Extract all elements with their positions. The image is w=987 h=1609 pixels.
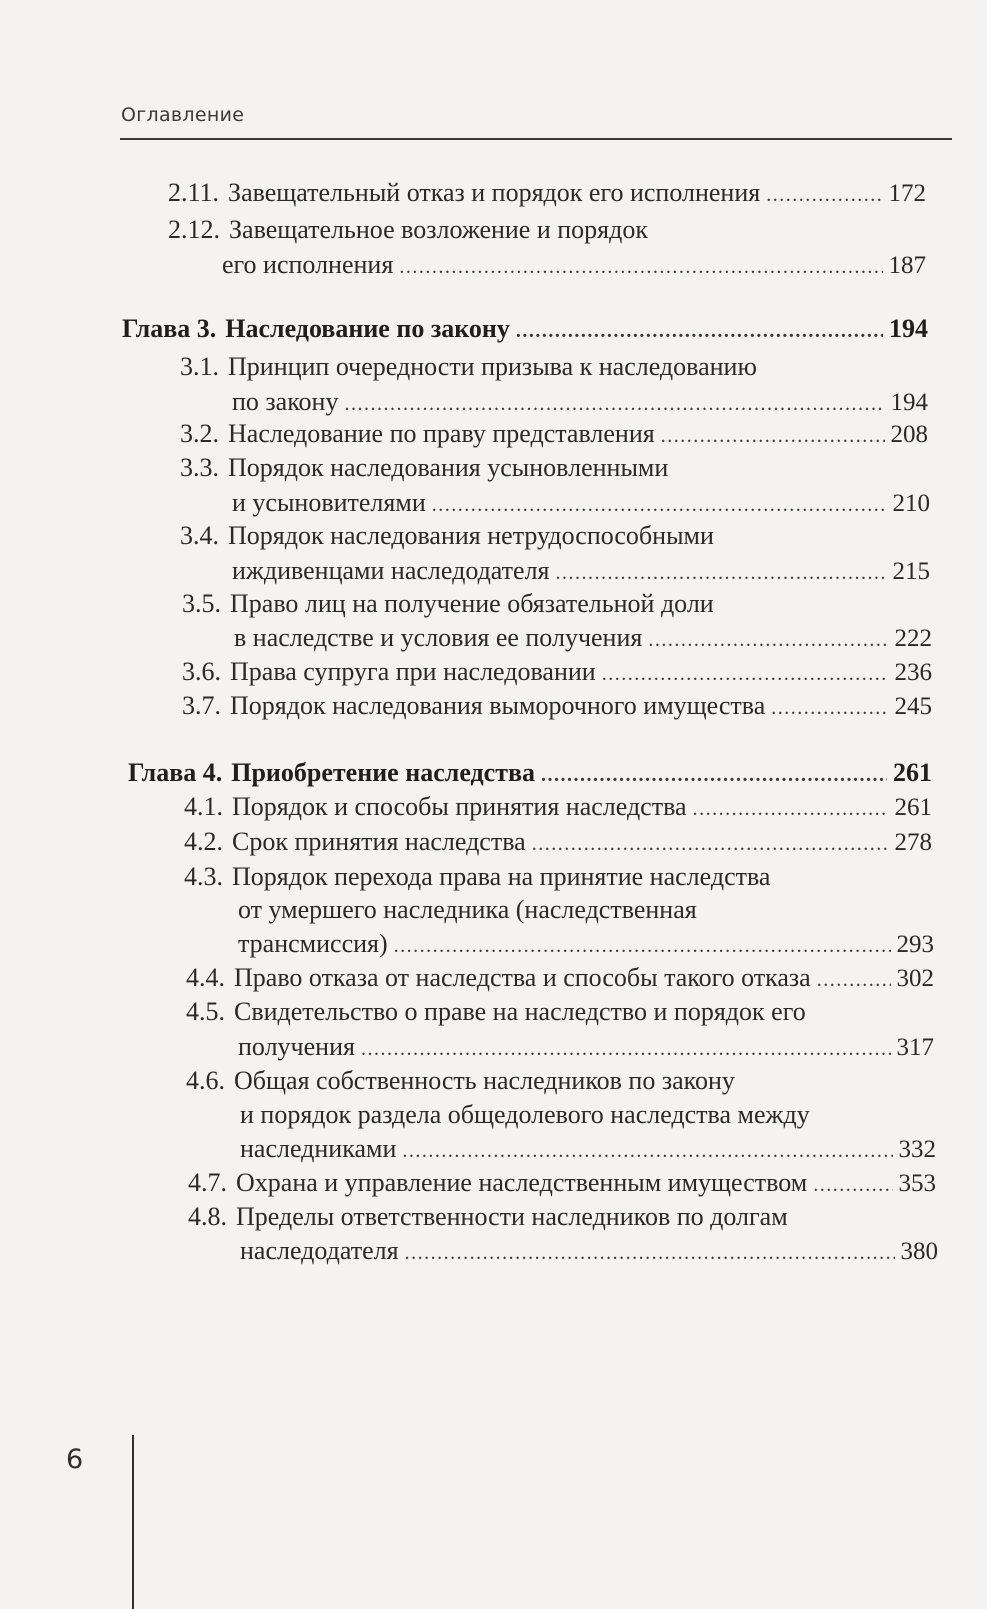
dot-leader	[516, 314, 883, 348]
chapter-page: 194	[889, 314, 928, 343]
entry-title: Порядок перехода права на принятие наследства	[232, 862, 771, 891]
toc-entry	[180, 451, 668, 485]
dot-leader	[556, 556, 887, 590]
dot-leader	[532, 827, 889, 861]
entry-title: Наследование по праву представления	[228, 419, 655, 448]
toc-entry-continuation	[238, 927, 934, 963]
dot-leader	[693, 792, 889, 826]
entry-title: Порядок и способы принятия наследства	[232, 792, 687, 821]
entry-number: 4.3.	[184, 862, 223, 891]
toc-entry-continuation	[240, 1234, 938, 1270]
entry-title: Общая собственность наследников по закону	[234, 1066, 735, 1095]
toc-entry-continuation	[232, 554, 930, 590]
toc-entry-continuation	[234, 621, 932, 657]
chapter-title: Приобретение наследства	[231, 758, 536, 787]
dot-leader	[402, 1134, 892, 1168]
entry-page: 194	[890, 389, 928, 416]
toc-entry-continuation	[240, 1098, 810, 1132]
entry-page: 172	[888, 180, 926, 207]
entry-page: 245	[894, 693, 932, 720]
entry-page: 236	[894, 659, 932, 686]
entry-page: 293	[896, 931, 934, 958]
dot-leader	[661, 419, 885, 453]
toc-entry	[180, 350, 757, 384]
entry-number: 3.4.	[180, 521, 219, 550]
toc-entry-continuation	[232, 385, 928, 421]
entry-title: Принцип очередности призыва к наследованию	[228, 352, 757, 381]
entry-page: 353	[898, 1170, 936, 1197]
dot-leader	[766, 178, 882, 212]
entry-number: 3.3.	[180, 453, 219, 482]
dot-leader	[399, 250, 882, 284]
entry-number: 4.5.	[186, 997, 225, 1026]
toc-entry	[184, 825, 932, 861]
entry-page: 278	[894, 829, 932, 856]
toc-entry	[180, 417, 928, 453]
entry-page: 332	[898, 1136, 936, 1163]
dot-leader	[394, 929, 891, 963]
toc-entry	[168, 176, 926, 212]
entry-page: 302	[896, 965, 934, 992]
entry-number: 4.6.	[186, 1066, 225, 1095]
toc-entry	[168, 213, 648, 247]
entry-page: 187	[888, 252, 926, 279]
entry-title-continuation: по закону	[232, 387, 339, 416]
entry-page: 222	[894, 625, 932, 652]
entry-title-continuation: трансмиссия)	[238, 929, 388, 958]
toc-entry	[184, 790, 932, 826]
toc-entry	[186, 961, 934, 997]
entry-number: 4.2.	[184, 827, 223, 856]
dot-leader	[405, 1236, 895, 1270]
dot-leader	[813, 1168, 892, 1202]
entry-number: 2.11.	[168, 178, 220, 207]
entry-title: Охрана и управление наследственным имуществом	[236, 1168, 808, 1197]
toc-entry	[182, 655, 932, 691]
entry-title: Права супруга при наследовании	[230, 657, 596, 686]
toc-entry-continuation	[238, 1030, 934, 1066]
toc-entry	[184, 860, 770, 894]
entry-title: Порядок наследования нетрудоспособными	[228, 521, 714, 550]
entry-title-continuation: и порядок раздела общедолевого наследства между	[240, 1100, 810, 1129]
entry-title: Порядок наследования выморочного имущества	[230, 691, 766, 720]
entry-title: Завещательный отказ и порядок его исполнения	[228, 178, 761, 207]
toc-chapter	[122, 312, 928, 348]
toc-entry-continuation	[222, 248, 926, 284]
entry-page: 208	[890, 421, 928, 448]
entry-title: Порядок наследования усыновленными	[228, 453, 669, 482]
dot-leader	[648, 623, 888, 657]
toc-entry	[186, 995, 806, 1029]
entry-title: Пределы ответственности наследников по долгам	[236, 1202, 788, 1231]
toc-entry	[188, 1200, 788, 1234]
chapter-title: Наследование по закону	[225, 314, 510, 343]
page-number: 6	[66, 1444, 84, 1475]
dot-leader	[771, 691, 888, 725]
chapter-number: Глава 4.	[128, 758, 223, 787]
dot-leader	[344, 387, 884, 421]
toc-entry-continuation	[240, 1132, 936, 1168]
chapter-number: Глава 3.	[122, 314, 217, 343]
entry-title-continuation: в наследстве и условия ее получения	[234, 623, 643, 652]
toc-entry	[182, 689, 932, 725]
entry-title-continuation: получения	[238, 1032, 355, 1061]
folio-rule	[132, 1435, 134, 1609]
entry-title-continuation: и усыновителями	[232, 488, 426, 517]
running-head: Оглавление	[121, 104, 245, 126]
dot-leader	[541, 758, 887, 792]
dot-leader	[432, 488, 887, 522]
toc-chapter	[128, 756, 932, 792]
toc-entry-continuation	[232, 486, 930, 522]
entry-number: 4.1.	[184, 792, 223, 821]
entry-number: 4.4.	[186, 963, 225, 992]
entry-page: 210	[892, 490, 930, 517]
entry-number: 4.8.	[188, 1202, 227, 1231]
entry-title-continuation: наследниками	[240, 1134, 397, 1163]
toc-entry	[182, 587, 714, 621]
entry-page: 261	[894, 794, 932, 821]
entry-title-continuation: наследодателя	[240, 1236, 399, 1265]
entry-title-continuation: его исполнения	[222, 250, 394, 279]
toc-entry-continuation	[238, 893, 697, 927]
entry-title: Право лиц на получение обязательной доли	[230, 589, 714, 618]
entry-title: Свидетельство о праве на наследство и порядок его	[234, 997, 806, 1026]
dot-leader	[817, 963, 891, 997]
entry-title: Право отказа от наследства и способы такого отказа	[234, 963, 811, 992]
toc-entry	[180, 519, 714, 553]
entry-number: 2.12.	[168, 215, 220, 244]
entry-number: 3.1.	[180, 352, 219, 381]
chapter-page: 261	[893, 758, 932, 787]
entry-page: 215	[892, 558, 930, 585]
dot-leader	[361, 1032, 891, 1066]
entry-page: 380	[900, 1238, 938, 1265]
entry-title-continuation: иждивенцами наследодателя	[232, 556, 550, 585]
entry-title-continuation: от умершего наследника (наследственная	[238, 895, 697, 924]
entry-title: Завещательное возложение и порядок	[229, 215, 648, 244]
entry-number: 3.7.	[182, 691, 221, 720]
entry-number: 3.2.	[180, 419, 219, 448]
entry-number: 3.6.	[182, 657, 221, 686]
toc-entry	[188, 1166, 936, 1202]
entry-title: Срок принятия наследства	[232, 827, 526, 856]
entry-number: 3.5.	[182, 589, 221, 618]
toc-entry	[186, 1064, 735, 1098]
entry-page: 317	[896, 1034, 934, 1061]
dot-leader	[602, 657, 889, 691]
entry-number: 4.7.	[188, 1168, 227, 1197]
